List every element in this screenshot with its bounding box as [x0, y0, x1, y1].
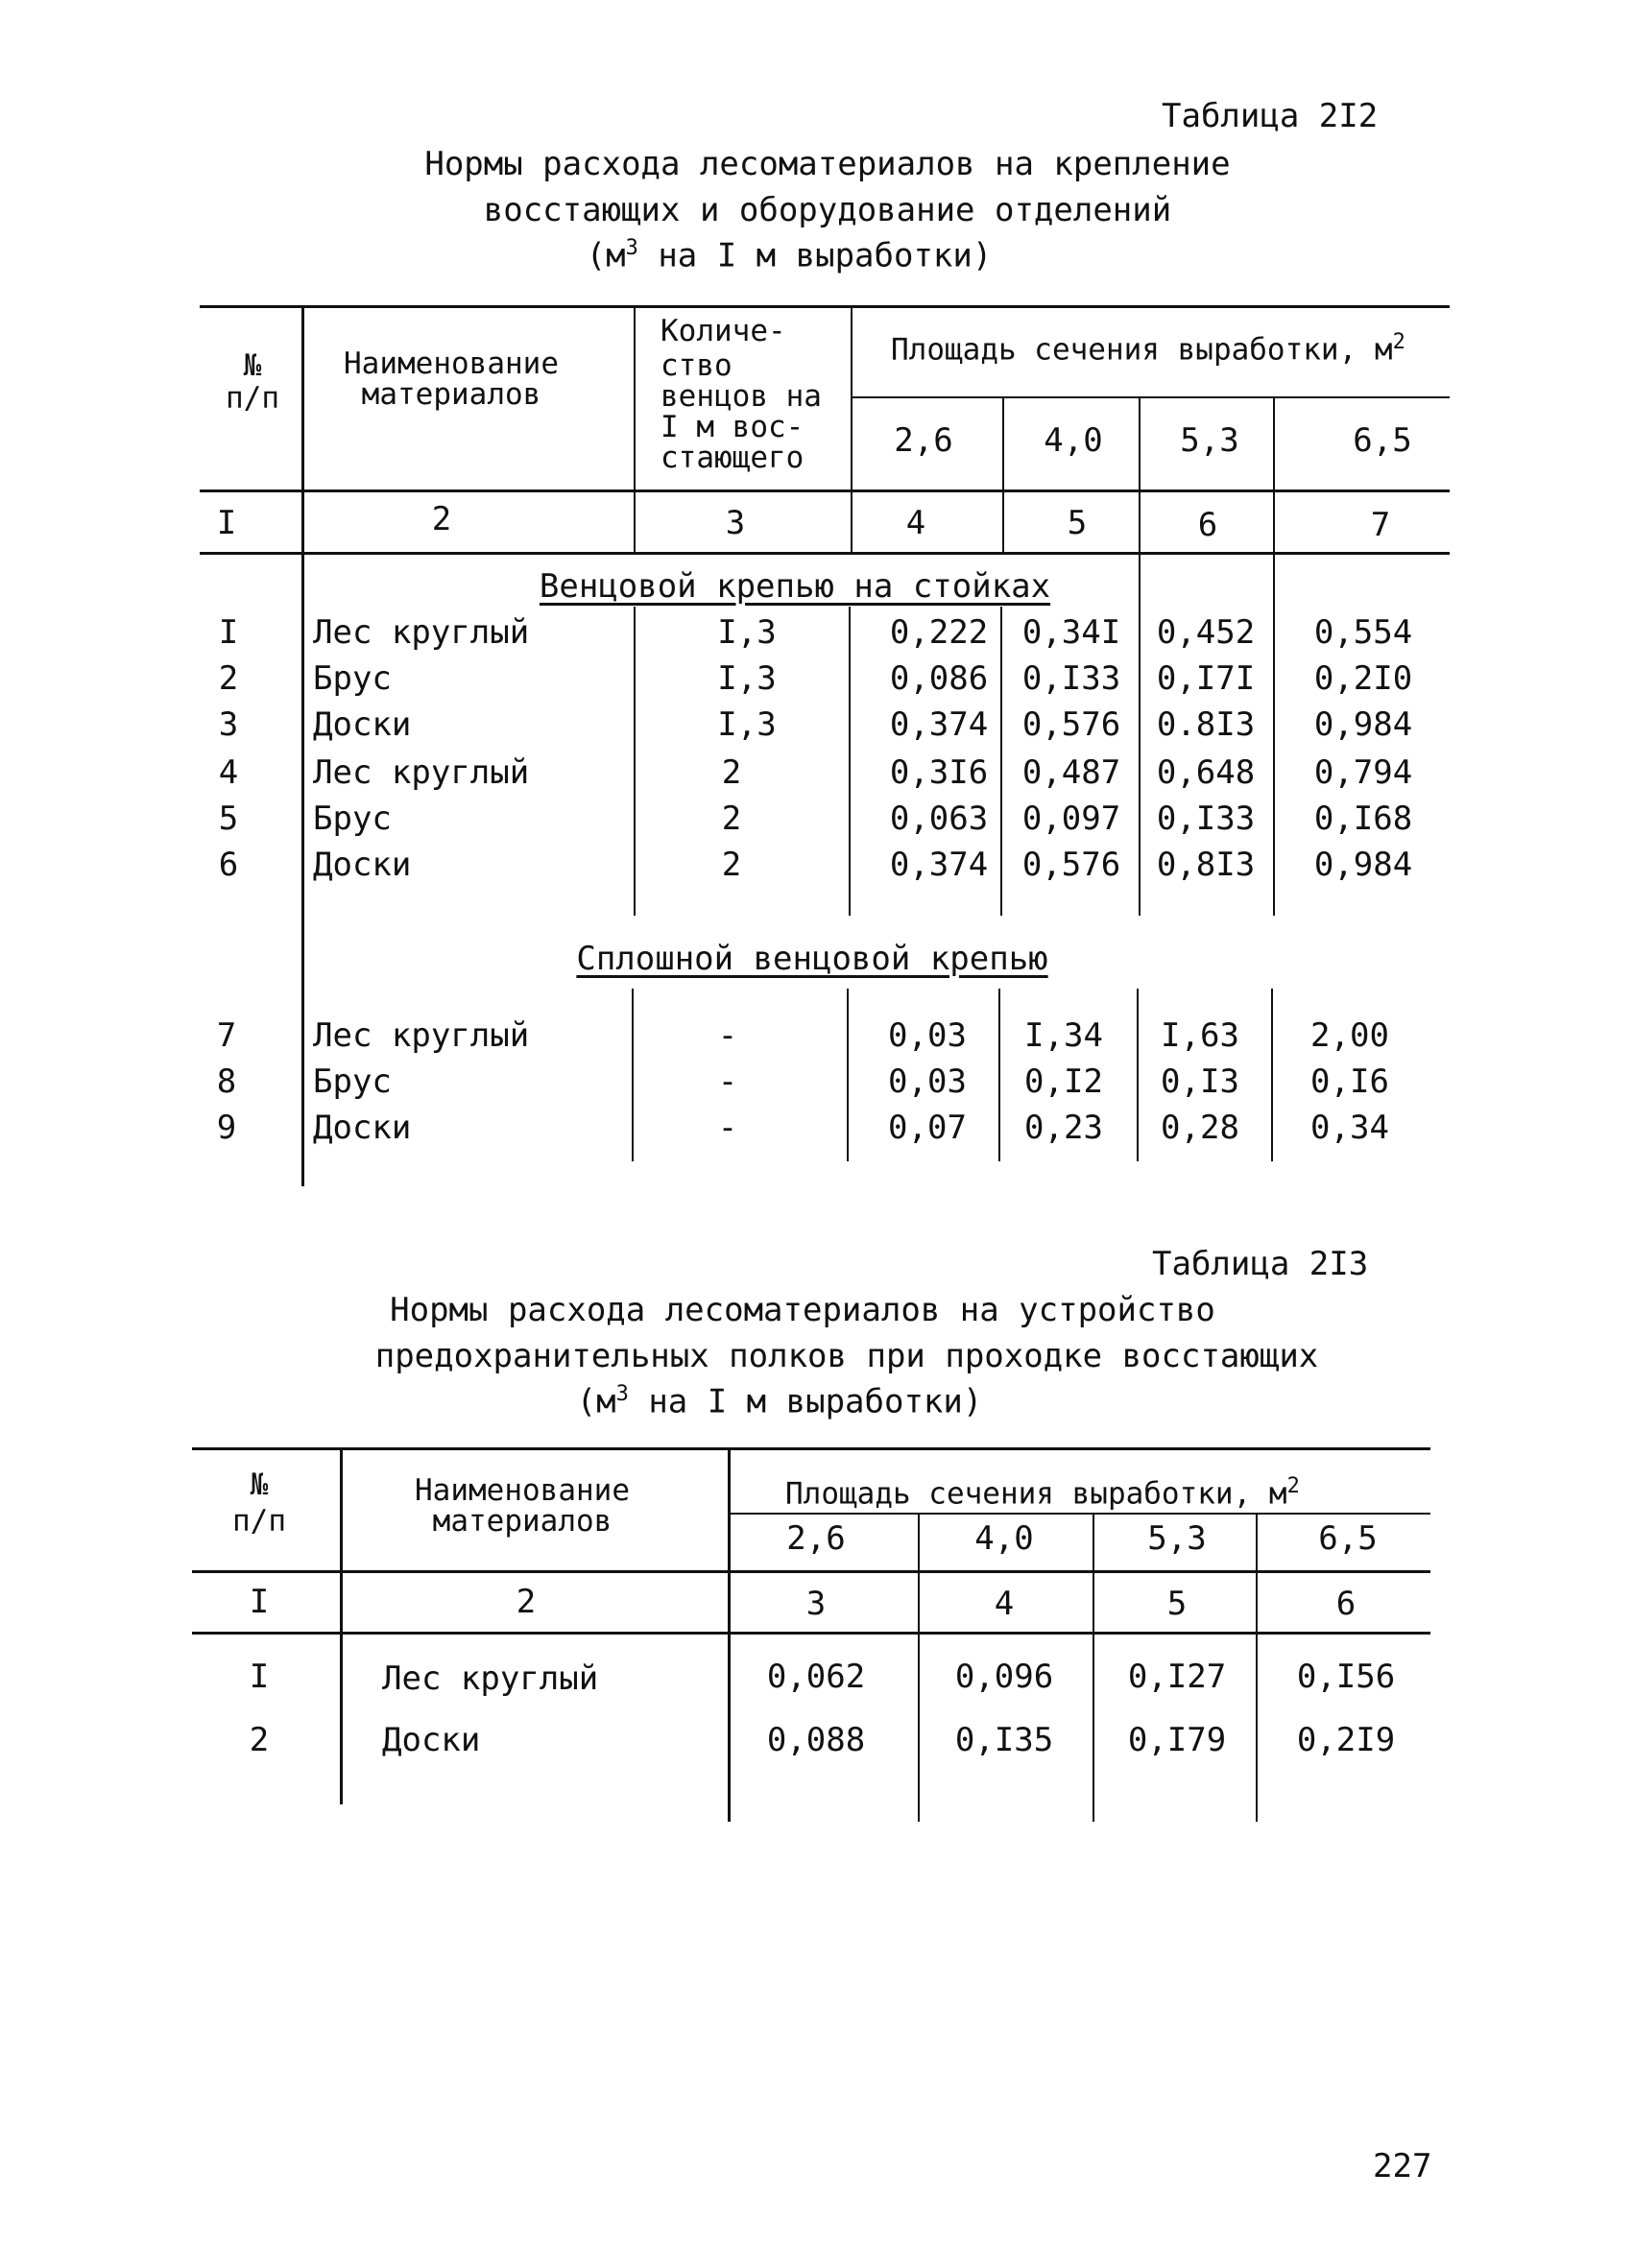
t213-vline-1: [340, 1447, 343, 1804]
t212-row-name: Брус: [313, 659, 392, 698]
t212-row-name: Лес круглый: [313, 613, 530, 652]
t212-vline-3: [851, 305, 853, 555]
t213-colnum-3: 3: [805, 1585, 827, 1623]
t212-row-v3: 0,648: [1156, 753, 1256, 792]
t212-colnum-7: 7: [1370, 506, 1391, 544]
t212-colnum-6: 6: [1197, 506, 1218, 544]
t213-row-v4: 0,I56: [1296, 1658, 1396, 1696]
t212-hdr-area: Площадь сечения выработки, $м^2$: [891, 330, 1405, 368]
t212-row-v4: 0,I68: [1313, 800, 1413, 838]
t212-row-v2: 0,576: [1021, 846, 1121, 884]
t212-vline-6b: [1273, 555, 1275, 916]
t213-row-name: Доски: [382, 1721, 481, 1759]
t213-hdr-area-3: 5,3: [1147, 1519, 1207, 1558]
t212-row-v2: 0,34I: [1021, 613, 1121, 652]
t212-row-v4: 0,I6: [1310, 1062, 1389, 1101]
t213-vline-4: [1093, 1513, 1094, 1822]
table-212-label: Таблица 2I2: [1162, 97, 1379, 135]
t212-vline-1: [301, 305, 304, 1186]
t212-row-count: -: [717, 1109, 738, 1147]
t212-hdr-area-1: 2,6: [894, 421, 953, 460]
t212-row-v1: 0,374: [889, 846, 989, 884]
t212-row-v4: 0,984: [1313, 705, 1413, 744]
t212-row-name: Доски: [313, 846, 412, 884]
t213-hdr-area: Площадь сечения выработки, $м^2$: [785, 1474, 1300, 1512]
t212-row-v3: 0,8I3: [1156, 846, 1256, 884]
t212-vline-4: [1002, 396, 1004, 555]
t213-hdr-num-line1: №: [250, 1468, 269, 1502]
t212-row-v2: 0,576: [1021, 705, 1121, 744]
t213-row-v4: 0,2I9: [1296, 1721, 1396, 1759]
t212-colnum-2: 2: [431, 500, 452, 538]
t212-vline-5: [1139, 396, 1141, 555]
t213-hdr-name-line2: материалов: [432, 1504, 612, 1539]
t213-hdr-area-1: 2,6: [786, 1519, 846, 1558]
t212-vline-6c: [1271, 989, 1273, 1161]
page-number: 227: [1373, 2147, 1432, 2185]
t212-vline-5c: [1137, 989, 1139, 1161]
t212-vline-2b: [634, 607, 636, 916]
t213-row-num: 2: [249, 1721, 270, 1759]
t212-row-count: I,3: [717, 705, 777, 744]
t212-row-num: 3: [218, 705, 239, 744]
t212-row-name: Лес круглый: [313, 1016, 530, 1055]
t212-row-count: 2: [721, 846, 742, 884]
table-213-title-line1: Нормы расхода лесоматериалов на устройство: [390, 1291, 1215, 1329]
t212-vline-4b: [1000, 607, 1002, 916]
t212-row-v1: 0,03: [888, 1016, 967, 1055]
t212-hdr-count-line1: Количе-: [660, 314, 786, 348]
t212-row-count: I,3: [717, 659, 777, 698]
t213-colnum-6: 6: [1335, 1585, 1357, 1623]
t212-row-v2: 0,487: [1021, 753, 1121, 792]
t212-row-v4: 0,2I0: [1313, 659, 1413, 698]
t212-row-name: Лес круглый: [313, 753, 530, 792]
t212-hdr-count-line5: стающего: [660, 441, 804, 475]
t212-row-num: 6: [218, 846, 239, 884]
t213-vline-2: [728, 1447, 731, 1822]
t213-vline-5: [1256, 1513, 1258, 1822]
t212-row-count: 2: [721, 753, 742, 792]
t212-vline-2: [634, 305, 636, 555]
table-212-title-line2: восстающих и оборудование отделений: [483, 191, 1172, 229]
table-213-title-line2: предохранительных полков при проходке восстающих: [374, 1337, 1319, 1375]
t213-hdr-area-2: 4,0: [974, 1519, 1034, 1558]
t212-vline-6: [1273, 396, 1275, 555]
t212-row-v3: 0,I33: [1156, 800, 1256, 838]
t212-colnum-4: 4: [905, 504, 926, 542]
t212-row-v1: 0,063: [889, 800, 989, 838]
t212-row-name: Брус: [313, 800, 392, 838]
table-212-title-line1: Нормы расхода лесоматериалов на крепление: [424, 145, 1231, 183]
t212-row-count: I,3: [717, 613, 777, 652]
t212-row-v2: 0,I33: [1021, 659, 1121, 698]
t212-row-v4: 0,984: [1313, 846, 1413, 884]
t212-row-name: Брус: [313, 1062, 392, 1101]
t212-hdr-name-line2: материалов: [361, 377, 541, 412]
t213-colnum-4: 4: [994, 1585, 1015, 1623]
t212-colnum-5: 5: [1067, 504, 1088, 542]
t212-hdr-area-3: 5,3: [1180, 421, 1239, 460]
t213-top-border: [192, 1447, 1430, 1450]
t213-colnum-1: I: [249, 1583, 270, 1621]
t212-row-num: I: [218, 613, 239, 652]
t213-row-name: Лес круглый: [382, 1659, 599, 1698]
t212-row-count: 2: [721, 800, 742, 838]
t212-section2-title: Сплошной венцовой крепью: [576, 940, 1048, 978]
t213-row-v2: 0,096: [954, 1658, 1054, 1696]
t213-row-v3: 0,I27: [1127, 1658, 1227, 1696]
t212-row-v3: 0,I7I: [1156, 659, 1256, 698]
t213-colnum-bottom-line: [192, 1632, 1430, 1635]
t212-colnum-bottom-line: [200, 552, 1450, 555]
t212-vline-3b: [849, 607, 851, 916]
t212-hdr-area-2: 4,0: [1044, 421, 1103, 460]
t212-hdr-num-line1: №: [243, 348, 262, 383]
t213-colnum-5: 5: [1166, 1585, 1188, 1623]
t212-hdr-count-line2: ство: [660, 348, 732, 383]
t213-row-num: I: [249, 1658, 270, 1696]
t212-row-v2: 0,097: [1021, 800, 1121, 838]
t213-hdr-name-line1: Наименование: [415, 1473, 630, 1508]
t212-row-v3: 0,28: [1161, 1109, 1239, 1147]
t213-hdr-area-4: 6,5: [1318, 1519, 1378, 1558]
t212-row-v3: 0,I3: [1161, 1062, 1239, 1101]
table-213-label: Таблица 2I3: [1152, 1245, 1369, 1283]
t213-colnum-2: 2: [516, 1583, 537, 1621]
t213-header-bottom-line: [192, 1570, 1430, 1573]
t212-row-num: 5: [218, 800, 239, 838]
t212-row-v1: 0,03: [888, 1062, 967, 1101]
t212-row-num: 8: [216, 1062, 237, 1101]
t213-row-v1: 0,062: [766, 1658, 866, 1696]
t212-row-num: 7: [216, 1016, 237, 1055]
t212-row-num: 4: [218, 753, 239, 792]
t212-row-v2: I,34: [1024, 1016, 1103, 1055]
t212-row-name: Доски: [313, 1109, 412, 1147]
t212-hdr-count-line4: I м вос-: [660, 410, 804, 444]
t212-vline-4c: [998, 989, 1000, 1161]
t212-row-v3: 0.8I3: [1156, 705, 1256, 744]
t212-vline-2c: [632, 989, 634, 1161]
t212-hdr-count-line3: венцов на: [660, 379, 822, 414]
t212-vline-3c: [847, 989, 849, 1161]
table-212-title-line3: ($м^3$ на I м выработки): [586, 236, 993, 275]
t212-row-v1: 0,086: [889, 659, 989, 698]
t213-row-v3: 0,I79: [1127, 1721, 1227, 1759]
t212-vline-5b: [1139, 555, 1141, 916]
t212-row-v4: 0,34: [1310, 1109, 1389, 1147]
t212-row-num: 2: [218, 659, 239, 698]
t212-area-subheader-line: [851, 396, 1450, 398]
t212-colnum-1: I: [216, 504, 237, 542]
t212-row-v1: 0,07: [888, 1109, 967, 1147]
t212-row-v3: 0,452: [1156, 613, 1256, 652]
t213-row-v2: 0,I35: [954, 1721, 1054, 1759]
t213-row-v1: 0,088: [766, 1721, 866, 1759]
t212-row-v4: 2,00: [1310, 1016, 1389, 1055]
t212-hdr-num-line2: п/п: [226, 381, 279, 416]
t212-row-v4: 0,794: [1313, 753, 1413, 792]
t212-row-count: -: [717, 1062, 738, 1101]
t212-row-v2: 0,I2: [1024, 1062, 1103, 1101]
t213-hdr-num-line2: п/п: [232, 1504, 286, 1539]
t212-section1-title: Венцовой крепью на стойках: [539, 567, 1051, 606]
t212-colnum-3: 3: [725, 504, 746, 542]
t212-hdr-name-line1: Наименование: [344, 346, 559, 381]
t212-row-v1: 0,374: [889, 705, 989, 744]
t213-vline-3: [918, 1513, 920, 1822]
t212-row-count: -: [717, 1016, 738, 1055]
t212-top-border: [200, 305, 1450, 308]
t212-hdr-area-4: 6,5: [1353, 421, 1412, 460]
t212-row-v4: 0,554: [1313, 613, 1413, 652]
t212-row-v1: 0,3I6: [889, 753, 989, 792]
t212-row-v3: I,63: [1161, 1016, 1239, 1055]
table-213-title-line3: ($м^3$ на I м выработки): [576, 1382, 983, 1421]
t213-area-subheader-line: [730, 1513, 1430, 1515]
t212-row-v1: 0,222: [889, 613, 989, 652]
t212-row-num: 9: [216, 1109, 237, 1147]
t212-row-name: Доски: [313, 705, 412, 744]
t212-row-v2: 0,23: [1024, 1109, 1103, 1147]
t212-header-bottom-line: [200, 489, 1450, 492]
